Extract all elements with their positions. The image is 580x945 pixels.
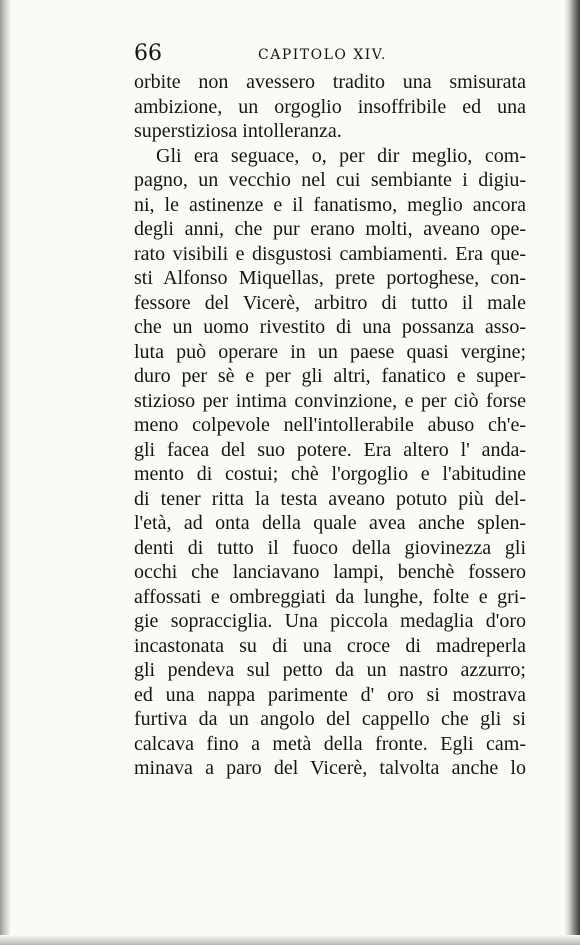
page-bottom-edge [0, 935, 580, 945]
text-line: calcava fino a metà della fronte. Egli cam- [134, 732, 526, 755]
text-line: rato visibili e disgustosi cambiamenti. Era que- [134, 242, 526, 265]
text-line: superstiziosa intolleranza. [134, 120, 342, 142]
text-line: affossati e ombreggiati da lunghe, folte e gri- [134, 585, 526, 608]
text-line: denti di tutto il fuoco della giovinezza gli [134, 536, 526, 559]
text-line: ed una nappa parimente d' oro si mostrava [134, 683, 526, 706]
text-line: duro per sè e per gli altri, fanatico e super- [134, 365, 526, 387]
text-line: minava a paro del Vicerè, talvolta anche lo [134, 757, 526, 779]
text-line: gli pendeva sul petto da un nastro azzurro; [134, 659, 526, 681]
text-line: incastonata su di una croce di madreperla [134, 634, 526, 657]
paragraph-1 [134, 70, 526, 144]
text-line: ambizione, un orgoglio insoffribile ed una [134, 95, 526, 118]
paragraph-2 [134, 144, 526, 781]
text-line: sti Alfonso Miquellas, prete portoghese, con- [134, 267, 526, 289]
text-line: meno colpevole nell'intollerabile abuso ch'e- [134, 414, 526, 436]
text-line: ni, le astinenze e il fanatismo, meglio ancora [134, 193, 526, 216]
text-line: gli facea del suo potere. Era altero l' anda- [134, 438, 526, 461]
text-line: fessore del Vicerè, arbitro di tutto il male [134, 291, 526, 314]
text-line: furtiva da un angolo del cappello che gli si [134, 708, 526, 730]
text-line: gie sopracciglia. Una piccola medaglia d'oro [134, 610, 526, 632]
page-number: 66 [134, 41, 162, 66]
running-header [132, 40, 512, 68]
text-line: degli anni, che pur erano molti, aveano ope- [134, 218, 526, 240]
text-line: che un uomo rivestito di una possanza asso- [134, 316, 526, 338]
text-line: occhi che lanciavano lampi, benchè fossero [134, 561, 526, 583]
body-text [134, 70, 526, 781]
text-line: Gli era seguace, o, per dir meglio, com- [156, 144, 526, 167]
page-gutter-shadow [0, 0, 10, 945]
text-line: l'età, ad onta della quale avea anche splen- [134, 512, 526, 534]
text-line: mento di costui; chè l'orgoglio e l'abitudine [134, 463, 526, 485]
text-line: di tener ritta la testa aveano potuto più del- [134, 487, 526, 510]
text-line: pagno, un vecchio nel cui sembiante i digiu- [134, 169, 526, 191]
text-line: orbite non avessero tradito una smisurata [134, 71, 526, 93]
text-line: luta può operare in un paese quasi vergine; [134, 340, 526, 363]
chapter-heading: CAPITOLO XIV. [258, 47, 387, 63]
page-edge-shadow [564, 0, 580, 945]
text-line: stizioso per intima convinzione, e per ciò forse [134, 389, 526, 412]
